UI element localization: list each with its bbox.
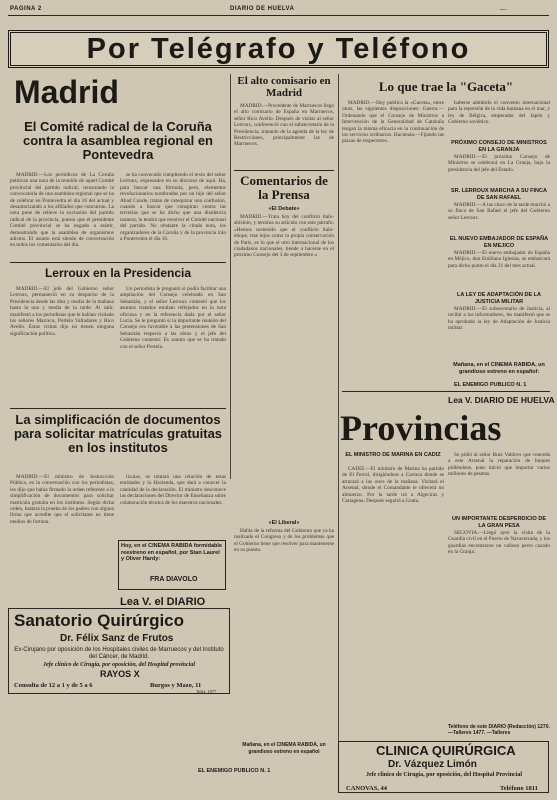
provincias-p: SEGOVIA.—Llegó ayer la visita de la Guardia civil en el Puerto de Navacerrada, y los guardias encontraron un valioso perro cazado en la Granja. bbox=[448, 530, 550, 556]
comisario-body: MADRID.—Procedente de Marruecos llegó el alto comisario de España en Marruecos, señor Rico Avello. Después de visitar al señor Lerroux, conferenció con el subsecretario de la Presidencia, tratando de la agenda de la ley de Restricciones, principalmente las de Marruecos. bbox=[234, 103, 334, 148]
simplificacion-col-right: lículas, se tomará una relación de estas entidades y la Hacienda, que dará a conocer la cantidad de la declaración. El ministro desconoce las declaraciones del Director de Enseñanza sobre colaboración técnica de los maestros nacionales. bbox=[120, 474, 226, 506]
page-label: PAGINA 2 bbox=[10, 6, 42, 12]
clinica-doctor: Dr. Vázquez Limón bbox=[388, 759, 477, 770]
provincias-kicker: Provincias bbox=[340, 408, 502, 448]
gaceta-p4: MADRID.—El subsecretario de Justicia, al recibir a los informadores, les manifestó que se ha aprobado la ley de Adaptación de Justicia militar. bbox=[448, 306, 550, 332]
enemigo-publico-2: EL ENEMIGO PUBLICO N. 1 bbox=[454, 382, 527, 388]
provincias-right: Se pidió al señor Ruiz Valdovs que conceda a este Arsenal la reparación de buques pidiéndose, pues inició que importar varios millones de pesetas. bbox=[448, 452, 550, 478]
simplificacion-headline: La simplificación de documentos para solicitar matrículas gratuitas en los institutos bbox=[13, 412, 223, 456]
provincias-body: CADIZ.—El ministro de Marina ha partido de El Ferrol, dirigiéndose a Carraca donde se atracará a las once de la mañana. Visitará el Arsenal, donde el Comandante le ofrecerá un almuerzo. Por la tarde irá a Algeciras y Cartagena. Después seguirá a Ceuta. bbox=[342, 466, 444, 505]
clinica-title: CLINICA QUIRÚRGICA bbox=[376, 743, 516, 758]
lerroux-headline: Lerroux en la Presidencia bbox=[44, 266, 192, 280]
enemigo-publico-1: EL ENEMIGO PUBLICO N. 1 bbox=[198, 768, 271, 774]
simplificacion-col-left: MADRID.—El ministro de Instrucción Pública, en la conversación con los periodistas, les dijo que había firmado la orden referente a la simplificación de documentos para solicitar matrícula gratuita en los institutos. Según dicha orden, bastará la prueba de los padres con alguna firma que acredite que el solicitante no tiene medios de fortuna. bbox=[10, 474, 114, 525]
cinema-ad-title: FRA DIAVOLO bbox=[150, 576, 198, 583]
lea-diario-2: Lea V. DIARIO DE HUELVA bbox=[448, 395, 555, 405]
provincias-p-title: UN IMPORTANTE DESPERDICIO DE LA GRAN PESA bbox=[451, 516, 546, 529]
madrid-col-left: MADRID.—Los periódicos de La Coruña publican una nota de la reunión de aquel Comité provincial del partido radical, censurando la convocatoria de una asamblea regional que se ha de celebrar en Pontevedra el día 16 del actual y desautorizando a los afiliados que concurran. La nota pone de relieve la exclusión del partido radical de la provincia, puesto que el presidente Comité provincial se ha negado a asistir, demostrando que la asamblea de organismos adictos. El asunto está siendo de conversación en todos los comentarios del día. bbox=[10, 172, 114, 249]
madrid-headline: El Comité radical de la Coruña contra la asamblea regional en Pontevedra bbox=[22, 119, 214, 163]
gaceta-headline: Lo que trae la "Gaceta" bbox=[378, 79, 514, 94]
date-label: ... bbox=[500, 6, 507, 12]
comentarios-body1: MADRID.—Trata hoy del conflicto ítalo-abisinio, y termina su artículo con este párrafo: «Hemos sostenido que el conflicto ítalo-etíope, trae lejos como la propia conservación de Paris, es lo que el otro internacional de los ciudadanos nacionales, tiende a hacerse en el próximo Consejo del 3 de septiembre.» bbox=[234, 214, 334, 259]
sanatorio-title: Sanatorio Quirúrgico bbox=[14, 611, 185, 630]
gaceta-p3-title: EL NUEVO EMBAJADOR DE ESPAÑA EN MEJICO bbox=[449, 236, 549, 249]
telefono-note: Teléfono de este DIARIO (Redacción) 1270. —Talleres 1477. —Talleres bbox=[448, 724, 550, 736]
banner-title: Por Telégrafo y Teléfono bbox=[86, 32, 471, 65]
sanatorio-consulta: Consulta de 12 a 1 y de 5 a 6 bbox=[14, 682, 93, 689]
clinica-line1: Jefe clínico de Cirugía, por oposición, del Hospital Provincial bbox=[365, 772, 523, 778]
gaceta-p4-title: LA LEY DE ADAPTACIÓN DE LA JUSTICIA MILITAR bbox=[456, 292, 542, 305]
gaceta-body: MADRID.—Hoy publica la «Gaceta», entre otras, las siguientes disposiciones: Guerra.—Ordenando que el Consejo de Ministros a Intervención de la Generalidad de Cataluña tengan la misma eficacia en la continuación de los servicios ordinarios. Hacienda.—Fijando las plazas de inspectores. bbox=[342, 100, 444, 145]
gaceta-p1: MADRID.—El próximo Consejo de Ministros se celebrará en La Granja, bajo la presidencia del jefe del Estado. bbox=[448, 154, 550, 173]
lerroux-col-left: MADRID.—El jefe del Gobierno señor Lerroux, permaneció en su despacho de la Presidencia desde las diez y media de la mañana hasta la una y media de la tarde. Al salir, manifestó a los periodistas que le habían visitado los señores Marraco, Portela Valladares y Rico Avello. Estas visitas dijo no tienen ninguna significación política. bbox=[10, 286, 114, 337]
newspaper-name: DIARIO DE HUELVA bbox=[230, 6, 295, 12]
gaceta-p2-title: SR. LERROUX MARCHA A SU FINCA DE SAN RAFAEL bbox=[451, 188, 547, 201]
sanatorio-line1: Ex-Cirujano por oposición de los Hospitales civiles de Marruecos y del Instituto del Cáncer, de Madrid. bbox=[14, 647, 224, 660]
lerroux-col-right: Un periodista le preguntó si podía facilitar una ampliación del Consejo celebrado en San Sebastián, y el señor Lerroux contestó que los asuntos tratados estaban reflejados en la nota oficiosa y en la referencia dada por el señor Lucía. Se le preguntó si la importante reunión del Consejo era favorable a las pretensiones de San Sebastián respecto a las obras y el jefe del Gobierno contestó: Es asunto que se ha tratado con el señor Portela. bbox=[120, 286, 226, 350]
gaceta-right: haberse admitido el convenio internacional para la represión de la vida humana en el mar, y ley de Bélgica, emperador del Japón y Gobierno soviético. bbox=[448, 100, 550, 126]
comentarios-sub2: «El Liberal» bbox=[268, 520, 300, 526]
lea-diario-1: Lea V. el DIARIO bbox=[120, 596, 206, 608]
section-banner bbox=[8, 30, 549, 68]
madrid-col-right: se ha convocado cumpliendo el texto del señor Lerroux, expresados en su discurso de aquí. Ha, para buscar una fórmula, pero, elementos revolucionarios nombrados por un hijo del señor Abad Conde, tratan de catequizar una confusión, cuando a buscar que conspiran contra las tercerías que se ha dicho que una disidencia manera, la tendrá que resolver el Comité nacional del partido. No obstante la citada nota, los organizadores de la Coruña y de la provincia irán a Pontevedra el día 16. bbox=[120, 172, 226, 243]
column-rule bbox=[338, 74, 339, 774]
gaceta-p2: MADRID.—A las cinco de la tarde marchó a su finca de San Rafael el jefe del Gobierno señor Lerroux. bbox=[448, 202, 550, 221]
sanatorio-line2: Jefe clínico de Cirugía, por oposición, del Hospital provincial bbox=[43, 662, 195, 668]
head-rule bbox=[8, 15, 549, 16]
comisario-headline: El alto comisario en Madrid bbox=[237, 75, 331, 99]
manana-ad: Mañana, en el CINEMA RABIDA, un grandioso estreno en español: bbox=[453, 362, 545, 375]
section-rule bbox=[342, 391, 550, 392]
cinema-note-middle: Mañana, en el CINEMA RABIDA, un grandioso estreno en español bbox=[242, 742, 326, 755]
sanatorio-address: Burgos y Mazo, 11 bbox=[150, 682, 202, 689]
comentarios-headline: Comentarios de la Prensa bbox=[240, 173, 328, 202]
provincias-sub: EL MINISTRO DE MARINA EN CADIZ bbox=[345, 452, 441, 458]
gaceta-p3: MADRID.—El nuevo embajador de España en Méjico, don Emiliano Iglesias, se embarcará para dicho punto el día 21 del mes actual. bbox=[448, 250, 550, 269]
section-rule bbox=[234, 170, 334, 171]
madrid-kicker: Madrid bbox=[14, 74, 119, 110]
section-rule bbox=[10, 408, 226, 409]
cinema-ad-text: Hoy, en el CINEMA RABIDA formidable reestreno en español, por Stan Laurel y Oliver Hardy: bbox=[121, 543, 222, 562]
comentarios-sub1: «El Debate» bbox=[268, 206, 300, 212]
clinica-phone: Teléfono 1811 bbox=[500, 785, 538, 792]
comentarios-body2: Habla de la reforma del Gobierno que ya ha realizado el Congreso y de los problemas que el Gobierno tiene que resolver para mantenerse en su puesto. bbox=[234, 528, 334, 554]
sanatorio-rayos: RAYOS X bbox=[100, 669, 140, 679]
clinica-address: CANOVAS, 44 bbox=[346, 785, 388, 792]
column-rule bbox=[230, 74, 231, 479]
gaceta-p1-title: PRÓXIMO CONSEJO DE MINISTROS EN LA GRANJA bbox=[451, 140, 547, 153]
sanatorio-doctor: Dr. Félix Sanz de Frutos bbox=[60, 633, 174, 644]
sanatorio-phone: Teléf. 1077 bbox=[196, 689, 217, 694]
section-rule bbox=[10, 262, 226, 263]
